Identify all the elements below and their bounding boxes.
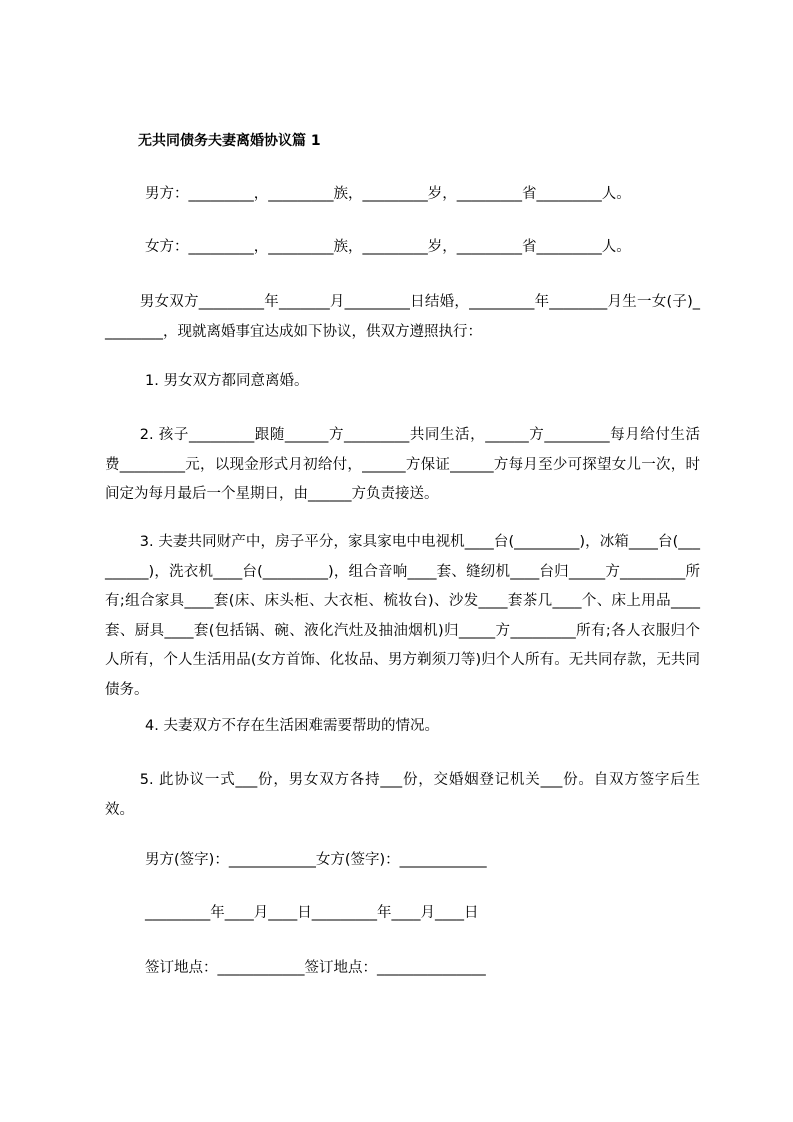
clause-5: 5. 此协议一式___份，男女双方各持___份，交婚姻登记机关___份。自双方签字后生效。	[105, 772, 700, 818]
clause-2: 2. 孩子_________跟随______方_________共同生活，______方_________每月给付生活费_________元，以现金形式月初给付，______方保证______方每月至少可探望女儿一次，时间定为每月最后一个星期日，由______方负责接送。	[105, 427, 700, 502]
intro-paragraph: 男女双方_________年_______月_________日结婚，_________年________月生一女(子)_________，现就离婚事宜达成如下协议，供双方遵照执行：	[105, 294, 700, 340]
signing-place-line: 签订地点：____________签订地点：_______________	[145, 960, 486, 976]
clause-1: 1. 男女双方都同意离婚。	[145, 373, 309, 389]
female-info-line: 女方：_________，_________族，_________岁，_________省_________人。	[145, 239, 631, 255]
clause-4: 4. 夫妻双方不存在生活困难需要帮助的情况。	[145, 718, 439, 734]
male-info-line: 男方：_________，_________族，_________岁，_________省_________人。	[145, 186, 631, 202]
document-title: 无共同债务夫妻离婚协议篇 1	[138, 133, 321, 149]
signature-line: 男方(签字)：____________女方(签字)：____________	[145, 852, 487, 868]
clause-3: 3. 夫妻共同财产中，房子平分，家具家电中电视机____台(_________)，冰箱____台(_________)，洗衣机____台(_________)，组合音响____套、缝纫机____台归_____方_________所有;组合家具____套(床、床头柜、大衣柜、梳妆台)、沙发____套茶几____个、床上用品____套、厨具____套(包括锅、碗、液化汽灶及抽油烟机)归_____方_________所有;各人衣服归个人所有，个人生活用品(女方首饰、化妆品、男方剃须刀等)归个人所有。无共同存款，无共同债务。	[105, 534, 700, 698]
date-line: _________年____月____日_________年____月____日	[145, 905, 479, 921]
